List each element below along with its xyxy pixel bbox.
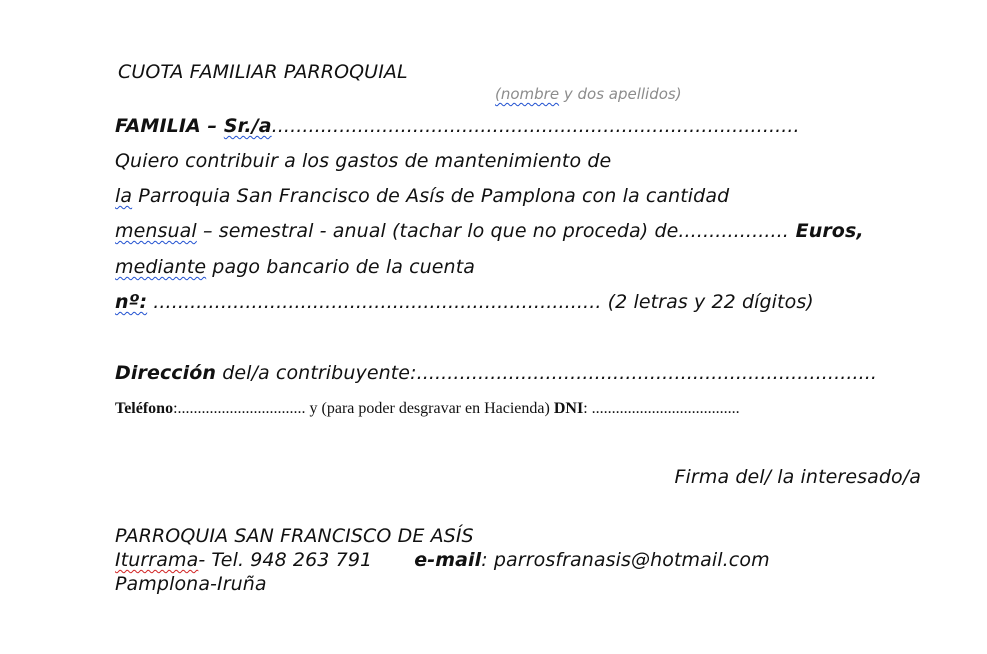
line2-rest: Parroquia San Francisco de Asís de Pamplona con la cantidad [132, 185, 730, 207]
family-line [115, 114, 800, 138]
address-rest: del/a contribuyente:........................................................................... [216, 362, 878, 384]
footer-tel: - Tel. 948 263 791 [198, 549, 373, 571]
account-hint: (2 letras y 22 dígitos) [601, 291, 814, 313]
line4-rest: pago bancario de la cuenta [206, 256, 475, 278]
phone-label: Teléfono [115, 400, 174, 417]
dni-dots: : ..................................... [583, 400, 740, 417]
email-label: e-mail [414, 549, 482, 571]
line3-rest: – semestral - anual (tachar lo que no proceda) de.................. [196, 220, 789, 242]
footer-street: Iturrama [115, 549, 199, 571]
footer-city: Pamplona-Iruña [115, 573, 267, 595]
account-label: nº: [115, 291, 148, 313]
account-line [115, 290, 814, 314]
signature-label: Firma del/ la interesado/a [674, 466, 921, 488]
form-title: CUOTA FAMILIAR PARROQUIAL [118, 61, 408, 83]
account-dots: ......................................................................... [147, 291, 602, 313]
family-dots: ...................................................................................... [271, 115, 800, 137]
name-hint [495, 85, 682, 103]
family-sr: Sr./a [223, 115, 272, 137]
contribution-line-1: Quiero contribuir a los gastos de mantenimiento de [115, 150, 612, 172]
line3-word: mensual [115, 220, 197, 242]
footer-email: : parrosfranasis@hotmail.com [481, 549, 770, 571]
footer-contact [115, 548, 770, 572]
line2-word: la [115, 185, 133, 207]
family-label: FAMILIA – [115, 115, 224, 137]
line4-word: mediante [115, 256, 207, 278]
address-line [115, 361, 877, 385]
contribution-line-3 [115, 219, 864, 243]
address-label: Dirección [115, 362, 217, 384]
phone-line [115, 399, 740, 419]
name-hint-word: (nombre [495, 85, 560, 103]
contribution-line-4 [115, 255, 475, 279]
contribution-line-2 [115, 184, 729, 208]
phone-dots: :................................ y (para poder desgravar en Hacienda) [173, 400, 554, 417]
footer-parish: PARROQUIA SAN FRANCISCO DE ASÍS [115, 525, 474, 547]
dni-label: DNI [553, 400, 584, 417]
name-hint-rest: y dos apellidos) [559, 85, 682, 103]
euros-label: Euros, [788, 220, 864, 242]
